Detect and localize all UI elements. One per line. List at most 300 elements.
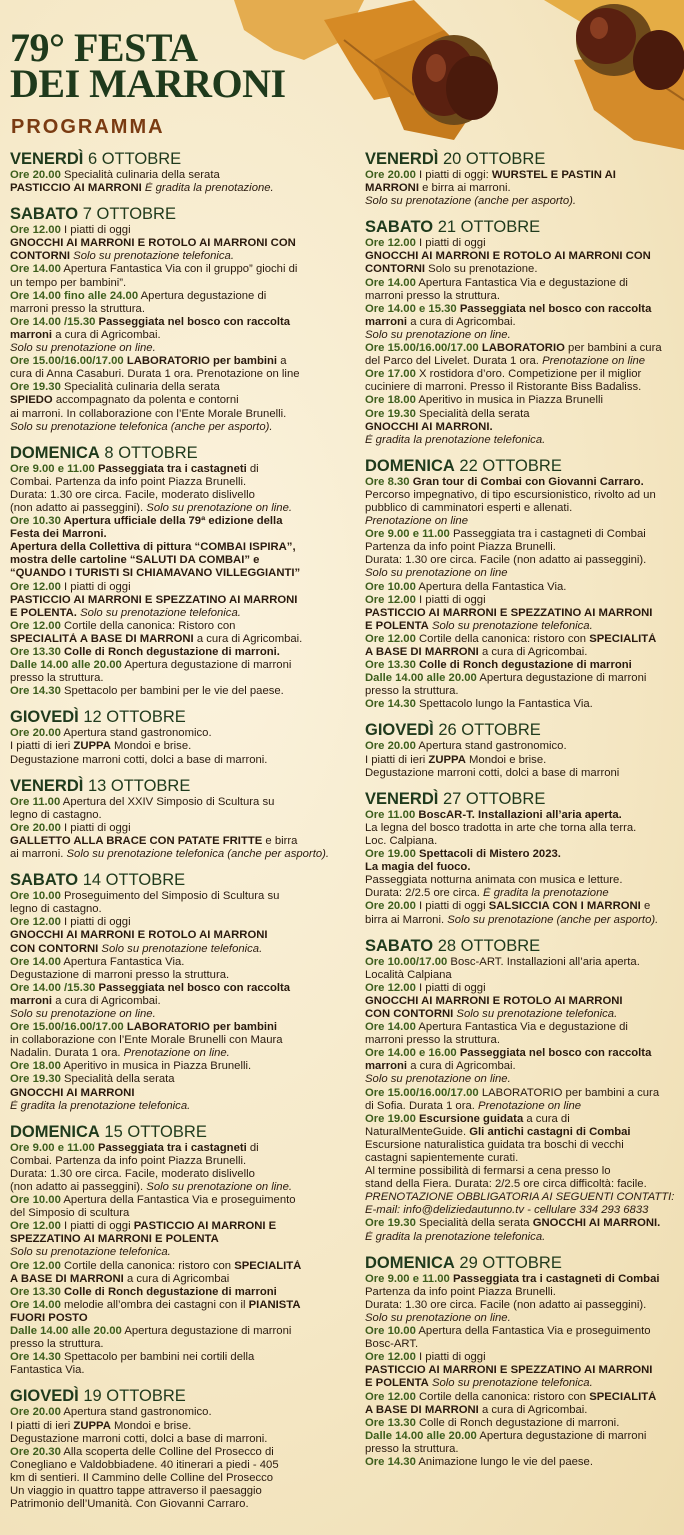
event-text: Durata: 1.30 ore circa. Facile, moderato dislivello <box>10 488 255 501</box>
event-time: Ore 12.00 <box>10 580 61 593</box>
program-line <box>365 1377 681 1390</box>
event-text: e birra <box>262 834 298 847</box>
event-text: a cura di Agricombai. <box>478 646 588 658</box>
event-time: Ore 14.00 e 16.00 <box>365 1047 457 1060</box>
program-line <box>365 1126 681 1139</box>
day-date: 13 OTTOBRE <box>83 776 191 795</box>
program-line <box>365 659 681 672</box>
event-text: a cura di Agricombai. <box>407 1060 516 1073</box>
event-text: Passeggiata tra i castagneti <box>94 462 247 475</box>
program-line <box>10 1446 332 1459</box>
event-text: a cura di <box>523 1112 570 1125</box>
event-text: Conegliano e Valdobbiadene. 40 itinerari a piedi - 405 <box>10 1458 279 1471</box>
event-text: Spettacolo per bambini per le vie del paese. <box>60 685 284 698</box>
day-block <box>365 790 681 927</box>
event-text: Percorso impegnativo, di tipo escursionistico, rivolto ad un <box>365 488 656 501</box>
event-text: A BASE DI MARRONI <box>365 646 479 658</box>
event-text: Aperitivo in musica in Piazza Brunelli. <box>60 1060 252 1073</box>
program-line <box>365 767 681 780</box>
day-name: VENERDÌ <box>10 150 84 168</box>
program-line <box>10 237 332 250</box>
event-text: GNOCCHI AI MARRONI E ROTOLO AI MARRONI CON <box>10 237 296 250</box>
program-line <box>365 698 681 711</box>
event-text: CON CONTORNI <box>10 942 99 955</box>
day-block <box>10 871 332 1113</box>
program-line <box>10 1008 332 1021</box>
event-text: Un viaggio in quattro tappe attraverso il paesaggio <box>10 1484 262 1497</box>
event-time: Ore 19.30 <box>365 1217 416 1230</box>
event-text: Mondoi e brise. <box>110 1419 192 1432</box>
program-line <box>365 1231 681 1244</box>
event-text: Apertura stand gastronomico. <box>415 740 567 753</box>
day-block <box>365 150 681 208</box>
event-text: Degustazione di marroni presso la struttura. <box>10 968 230 981</box>
day-heading <box>365 1254 681 1273</box>
program-line <box>365 646 681 659</box>
day-block <box>10 1387 332 1511</box>
program-line <box>365 874 681 887</box>
event-text: Solo su prenotazione (anche per asporto). <box>444 913 659 926</box>
event-text: di Sofia. Durata 1 ora. <box>365 1099 475 1112</box>
program-line <box>10 554 332 567</box>
program-line <box>10 835 332 848</box>
day-heading <box>365 457 681 476</box>
event-text: Apertura stand gastronomico. <box>60 727 212 740</box>
event-time: Ore 12.00 <box>365 1390 416 1403</box>
event-time: Ore 19.30 <box>365 407 416 420</box>
event-text: ZUPPA <box>428 753 466 766</box>
event-text: Prenotazione on line <box>474 1099 582 1112</box>
day-name: DOMENICA <box>365 1253 455 1272</box>
day-heading <box>10 1123 332 1142</box>
program-line <box>365 290 681 303</box>
event-time: Ore 19.00 <box>365 848 416 861</box>
program-line <box>10 956 332 969</box>
program-line <box>365 394 681 407</box>
program-line <box>10 1168 332 1181</box>
event-time: Ore 9.00 e 11.00 <box>365 528 450 541</box>
program-line <box>365 528 681 541</box>
event-text: Solo su prenotazione on line. <box>365 1311 511 1324</box>
program-line <box>365 195 681 208</box>
program-line <box>10 394 332 407</box>
program-line <box>365 1047 681 1060</box>
day-name: SABATO <box>10 871 79 890</box>
event-text: Apertura della Fantastica Via e proseguimento <box>60 1194 296 1207</box>
event-text: E POLENTA. <box>10 606 77 619</box>
day-block <box>365 937 681 1244</box>
event-text: Gran tour di Combai con Giovanni Carraro. <box>409 475 644 488</box>
event-text: Solo su prenotazione telefonica. <box>10 1246 171 1259</box>
event-text: birra ai Marroni. <box>365 913 445 926</box>
day-block <box>365 457 681 712</box>
event-text: (non adatto ai passeggini). <box>10 501 144 514</box>
program-line <box>365 822 681 835</box>
event-time: Ore 11.00 <box>10 795 61 808</box>
event-text: Solo su prenotazione telefonica. <box>428 1377 593 1390</box>
event-time: Ore 14.00 <box>10 1298 61 1311</box>
event-text: PASTICCIO AI MARRONI E SPEZZATINO AI MARRONI <box>365 1364 653 1377</box>
program-line <box>365 1273 681 1286</box>
event-text: Escursione naturalistica guidata tra boschi di vecchi <box>365 1138 624 1151</box>
event-time: Ore 14.30 <box>365 698 416 711</box>
title-line-2: DEI MARRONI <box>10 61 286 106</box>
day-block <box>365 1254 681 1469</box>
program-line <box>365 342 681 355</box>
event-text: Località Calpiana <box>365 968 452 981</box>
event-text: cura di Anna Casaburi. Durata 1 ora. Prenotazione on line <box>10 368 300 381</box>
program-line <box>10 381 332 394</box>
program-line <box>365 1073 681 1086</box>
program-line <box>365 541 681 554</box>
program-line <box>10 943 332 956</box>
event-text: Colle di Ronch degustazione di marroni <box>415 659 632 672</box>
event-time: Ore 14.00 <box>10 263 61 276</box>
program-line <box>365 900 681 913</box>
event-text: Apertura degustazione di marroni <box>476 672 647 685</box>
event-text: Apertura Fantastica Via. <box>60 955 185 968</box>
event-text: ai marroni. In collaborazione con l’Ente Morale Brunelli. <box>10 407 287 420</box>
day-date: 8 OTTOBRE <box>99 443 198 462</box>
event-text: GNOCCHI AI MARRONI. <box>532 1217 661 1230</box>
program-line <box>365 1417 681 1430</box>
program-line <box>365 685 681 698</box>
event-text: Solo su prenotazione telefonica. <box>453 1007 618 1020</box>
event-text: I piatti di oggi <box>60 1220 134 1233</box>
day-date: 27 OTTOBRE <box>438 789 546 808</box>
program-line <box>365 835 681 848</box>
program-line <box>10 594 332 607</box>
program-line <box>10 890 332 903</box>
day-name: DOMENICA <box>365 456 455 475</box>
program-line <box>10 607 332 620</box>
program-line <box>10 1047 332 1060</box>
program-line <box>10 1406 332 1419</box>
program-line <box>365 1060 681 1073</box>
event-text: Apertura della Collettiva di pittura “COMBAI ISPIRA”, <box>10 541 296 554</box>
program-line <box>10 1351 332 1364</box>
page-subtitle: PROGRAMMA <box>11 116 165 138</box>
program-line <box>365 237 681 250</box>
event-text: Solo su prenotazione telefonica. <box>428 619 593 632</box>
day-heading <box>365 790 681 809</box>
event-time: Ore 14.00 /15.30 <box>10 981 96 994</box>
program-line <box>365 1404 681 1417</box>
program-line <box>365 969 681 982</box>
program-line <box>365 169 681 182</box>
program-line <box>365 754 681 767</box>
event-text: LABORATORIO <box>478 342 565 355</box>
program-line <box>365 914 681 927</box>
program-line <box>10 303 332 316</box>
event-text: legno di castagno. <box>10 808 102 821</box>
event-text: ZUPPA <box>73 740 111 753</box>
event-text: Passeggiata nel bosco con raccolta <box>95 315 291 328</box>
program-line <box>10 916 332 929</box>
event-time: Ore 12.00 <box>365 237 416 250</box>
event-text: PRENOTAZIONE OBBLIGATORIA AI SEGUENTI CONTATTI: <box>365 1191 675 1204</box>
event-text: Bosc-ART. <box>365 1338 419 1351</box>
program-line <box>10 1325 332 1338</box>
event-text: I piatti di oggi: <box>415 169 492 181</box>
day-date: 29 OTTOBRE <box>454 1253 562 1272</box>
event-text: a cura di Agricombai. <box>52 994 161 1007</box>
program-line <box>365 672 681 685</box>
event-text: Specialità culinaria della serata <box>60 169 220 181</box>
event-text: Fantastica Via. <box>10 1364 85 1377</box>
program-line <box>365 421 681 434</box>
event-text: È gradita la prenotazione <box>479 887 609 900</box>
event-text: Durata: 1.30 ore circa. Facile, moderato dislivello <box>10 1167 255 1180</box>
event-text: marroni <box>365 315 408 328</box>
program-column-left <box>10 150 332 1521</box>
event-time: Dalle 14.00 alle 20.00 <box>365 1429 477 1442</box>
event-text: Gli antichi castagni di Combai <box>469 1125 631 1138</box>
event-text: Escursione guidata <box>415 1112 524 1125</box>
event-text: cuciniere di marroni. Presso il Ristorante Biss Badaliss. <box>365 381 642 394</box>
program-line <box>365 1325 681 1338</box>
event-text: Spettacoli di Mistero 2023. <box>415 848 561 861</box>
event-text: Durata: 2/2.5 ore circa. <box>365 887 480 900</box>
event-text: marroni presso la struttura. <box>10 302 145 315</box>
event-text: FUORI POSTO <box>10 1311 88 1324</box>
program-line <box>365 1087 681 1100</box>
event-text: Specialità della serata <box>415 1217 533 1230</box>
event-text: Solo su prenotazione telefonica. <box>70 250 234 263</box>
program-line <box>365 1430 681 1443</box>
day-block <box>10 444 332 699</box>
program-line <box>365 489 681 502</box>
program-line <box>10 541 332 554</box>
program-line <box>10 740 332 753</box>
event-time: Dalle 14.00 alle 20.00 <box>10 1325 122 1338</box>
event-text: Solo su prenotazione telefonica. <box>76 606 241 619</box>
event-text: a cura di Agricombai <box>123 1272 230 1285</box>
event-text: Loc. Calpiana. <box>365 834 438 847</box>
day-heading <box>10 150 332 169</box>
day-name: GIOVEDÌ <box>10 708 79 727</box>
event-text: Colle di Ronch degustazione di marroni. <box>60 646 280 658</box>
day-date: 28 OTTOBRE <box>433 936 541 955</box>
program-line <box>10 463 332 476</box>
program-line <box>10 528 332 541</box>
event-text: I piatti di oggi <box>415 1351 486 1364</box>
program-line <box>10 1459 332 1472</box>
event-text: a cura di Agricombai. <box>407 315 516 328</box>
program-line <box>365 633 681 646</box>
program-line <box>10 1181 332 1194</box>
event-time: Ore 12.00 <box>10 916 61 929</box>
event-time: Ore 12.00 <box>10 224 61 237</box>
program-line <box>10 1312 332 1325</box>
day-name: DOMENICA <box>10 1122 100 1141</box>
event-time: Ore 10.00 <box>365 580 416 593</box>
program-line <box>365 1034 681 1047</box>
event-text: presso la struttura. <box>365 685 459 698</box>
event-time: Ore 20.00 <box>10 1406 61 1419</box>
event-time: Ore 19.30 <box>10 381 61 394</box>
event-text: Solo su prenotazione telefonica. <box>98 942 263 955</box>
program-line <box>10 809 332 822</box>
event-text: presso la struttura. <box>10 672 104 685</box>
event-text: Durata: 1.30 ore circa. Facile (non adatto ai passeggini). <box>365 554 647 567</box>
program-line <box>365 567 681 580</box>
event-text: X rostidora d’oro. Competizione per il miglior <box>415 368 642 381</box>
event-text: Cortile della canonica: ristoro con <box>415 1390 590 1403</box>
day-heading <box>10 871 332 890</box>
event-text: Solo su prenotazione on line. <box>365 328 511 341</box>
event-text: CONTORNI <box>365 263 426 276</box>
event-text: marroni presso la struttura. <box>365 289 500 302</box>
program-line <box>365 1456 681 1469</box>
day-block <box>10 777 332 861</box>
event-text: SPIEDO <box>10 394 53 407</box>
event-text: Apertura ufficiale della 79ª edizione della <box>60 515 283 528</box>
program-line <box>10 1472 332 1485</box>
event-text: Colle di Ronch degustazione di marroni <box>60 1285 277 1298</box>
event-time: Ore 12.00 <box>365 593 416 606</box>
program-line <box>10 1060 332 1073</box>
event-time: Ore 12.00 <box>10 1259 61 1272</box>
day-block <box>10 150 332 195</box>
event-time: Ore 19.00 <box>365 1112 416 1125</box>
event-text: SPEZZATINO AI MARRONI E POLENTA <box>10 1233 219 1246</box>
event-text: Degustazione marroni cotti, dolci a base di marroni <box>365 766 620 779</box>
event-time: Ore 18.00 <box>10 1060 61 1073</box>
event-text: SALSICCIA CON I MARRONI <box>488 900 641 913</box>
program-line <box>10 1194 332 1207</box>
program-line <box>365 1286 681 1299</box>
program-line <box>10 355 332 368</box>
event-time: Ore 14.30 <box>365 1455 416 1468</box>
event-text: Durata: 1.30 ore circa. Facile (non adatto ai passeggini). <box>365 1298 647 1311</box>
program-line <box>10 1073 332 1086</box>
program-line <box>10 1498 332 1511</box>
day-heading <box>10 205 332 224</box>
event-text: LABORATORIO per bambini <box>123 1021 278 1034</box>
program-line <box>365 956 681 969</box>
event-text: castagni sapientemente curati. <box>365 1152 519 1164</box>
program-line <box>10 685 332 698</box>
program-line <box>10 929 332 942</box>
program-line <box>10 263 332 276</box>
event-text: E POLENTA <box>365 619 429 632</box>
event-time: Ore 9.00 e 11.00 <box>10 462 95 475</box>
event-time: Ore 15.00/16.00/17.00 <box>10 355 124 368</box>
event-text: Animazione lungo le vie del paese. <box>415 1455 593 1468</box>
event-time: Ore 13.30 <box>365 1416 416 1429</box>
event-text: ZUPPA <box>73 1419 111 1432</box>
event-text: SPECIALITÀ <box>589 1390 657 1403</box>
program-line <box>10 368 332 381</box>
program-line <box>10 903 332 916</box>
event-text: SPECIALITÀ <box>589 632 657 645</box>
day-heading <box>365 721 681 740</box>
program-line <box>365 1204 681 1217</box>
program-line <box>365 594 681 607</box>
event-text: a <box>277 355 287 368</box>
event-text: Cortile della canonica: Ristoro con <box>60 619 236 632</box>
event-text: Proseguimento del Simposio di Scultura su <box>60 890 280 903</box>
day-heading <box>10 708 332 727</box>
event-text: in collaborazione con l’Ente Morale Brunelli con Maura <box>10 1034 283 1047</box>
program-line <box>365 1100 681 1113</box>
program-line <box>10 581 332 594</box>
event-text: Solo su prenotazione on line <box>365 567 508 580</box>
program-line <box>10 515 332 528</box>
program-line <box>365 995 681 1008</box>
event-text: Specialità culinaria della serata <box>60 381 220 394</box>
event-text: I piatti di oggi <box>60 580 131 593</box>
event-time: Ore 14.00 e 15.30 <box>365 302 457 315</box>
day-name: DOMENICA <box>10 443 100 462</box>
event-text: a cura di Agricombai. <box>193 632 303 645</box>
event-text: La legna del bosco tradotta in arte che torna alla terra. <box>365 821 637 834</box>
program-line <box>10 1207 332 1220</box>
event-text: Apertura degustazione di <box>138 289 267 302</box>
event-text: Passeggiata tra i castagneti <box>94 1141 247 1154</box>
event-text: GNOCCHI AI MARRONI E ROTOLO AI MARRONI <box>10 929 268 942</box>
event-text: Solo su prenotazione on line. <box>365 1073 511 1086</box>
program-line <box>10 1155 332 1168</box>
event-text: a cura di Agricombai. <box>52 328 161 341</box>
event-text: presso la struttura. <box>10 1338 104 1351</box>
program-line <box>365 809 681 822</box>
day-name: VENERDÌ <box>365 150 439 168</box>
event-time: Ore 14.00 <box>365 276 416 289</box>
event-time: Ore 20.00 <box>365 900 416 913</box>
program-line <box>365 982 681 995</box>
event-text: Solo su prenotazione (anche per asporto). <box>365 195 577 208</box>
day-date: 22 OTTOBRE <box>454 456 562 475</box>
event-text: Solo su prenotazione telefonica (anche per asporto). <box>63 848 330 861</box>
event-text: Bosc-ART. Installazioni all’aria aperta. <box>447 955 640 968</box>
day-heading <box>365 218 681 237</box>
title-line-1: 79° FESTA <box>10 25 198 70</box>
program-line <box>365 329 681 342</box>
event-text: marroni <box>10 994 53 1007</box>
event-time: Ore 17.00 <box>365 368 416 381</box>
event-text: km di sentieri. Il Cammino delle Colline del Prosecco <box>10 1471 274 1484</box>
program-line <box>10 1286 332 1299</box>
event-text: Nadalin. Durata 1 ora. <box>10 1047 121 1060</box>
program-line <box>365 250 681 263</box>
program-line <box>10 489 332 502</box>
program-line <box>10 316 332 329</box>
program-line <box>365 1113 681 1126</box>
event-time: Ore 15.00/16.00/17.00 <box>365 342 479 355</box>
event-text: Apertura Fantastica Via e degustazione di <box>415 1021 628 1034</box>
event-text: e birra ai marroni. <box>418 182 511 195</box>
event-text: PASTICCIO AI MARRONI E SPEZZATINO AI MARRONI <box>365 606 653 619</box>
event-time: Ore 10.30 <box>10 515 61 528</box>
day-date: 7 OTTOBRE <box>78 205 176 224</box>
program-line <box>365 1351 681 1364</box>
program-line <box>10 646 332 659</box>
program-line <box>365 1338 681 1351</box>
program-line <box>10 1260 332 1273</box>
program-line <box>10 1273 332 1286</box>
day-name: GIOVEDÌ <box>365 721 434 740</box>
event-text: accompagnato da polenta e contorni <box>52 394 239 407</box>
event-time: Ore 20.30 <box>10 1445 61 1458</box>
program-line <box>10 659 332 672</box>
program-line <box>365 1364 681 1377</box>
day-name: SABATO <box>365 936 434 955</box>
event-text: SPECIALITÀ A BASE DI MARRONI <box>10 632 194 645</box>
day-heading <box>365 150 681 169</box>
event-time: Ore 14.00 /15.30 <box>10 315 96 328</box>
